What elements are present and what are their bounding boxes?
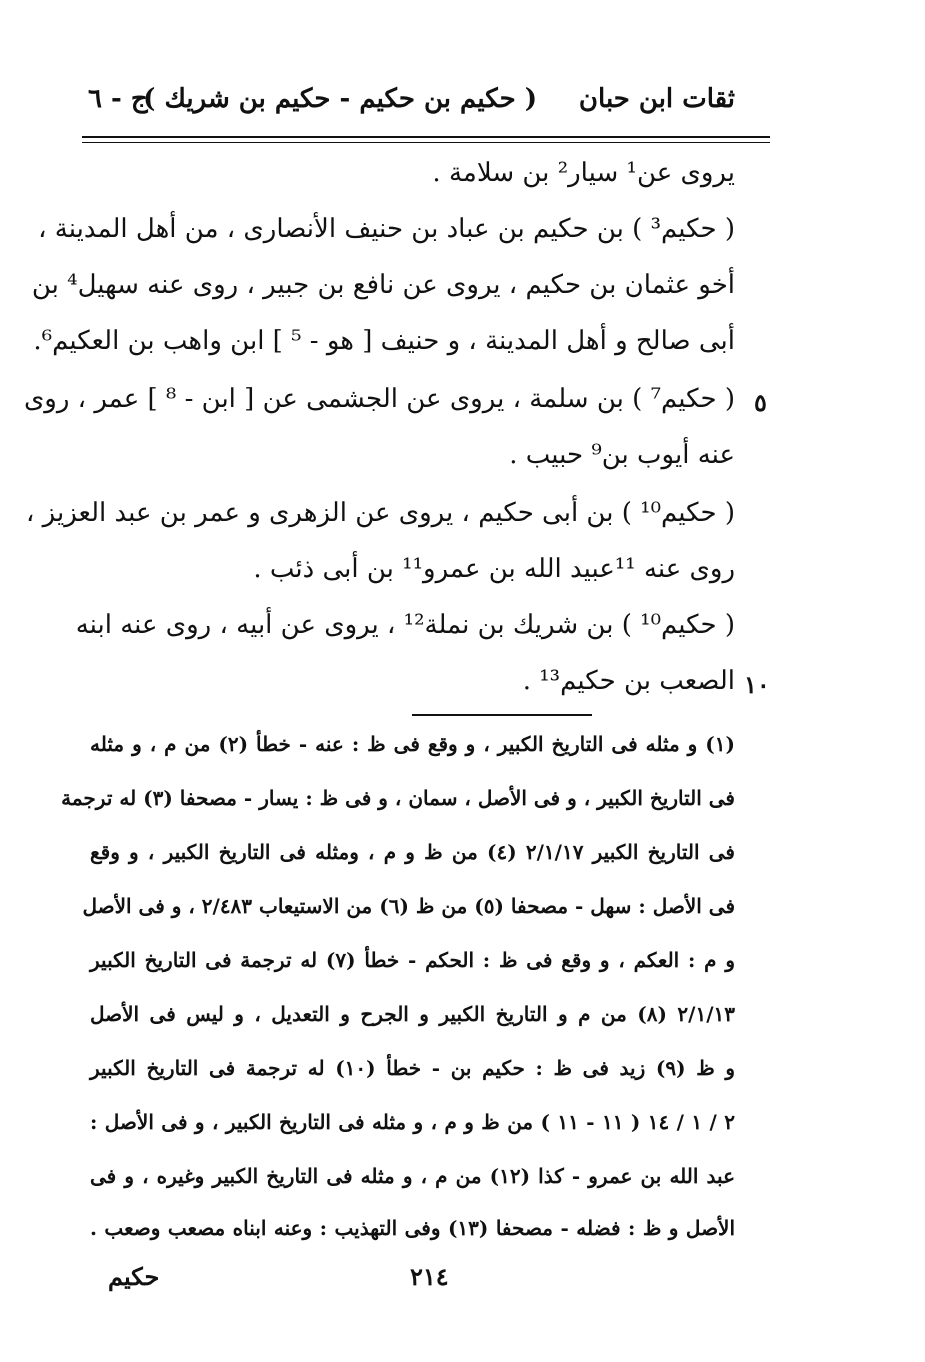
footnote-line-8: ٢ / ١ / ١٤ ( ١١ - ١١ ) من ظ و م ، و مثله فى التاريخ الكبير ، و فى الأصل : — [90, 1110, 736, 1134]
footnote-line-3: فى التاريخ الكبير ٢/١/١٧ (٤) من ظ و م ، ومثله فى التاريخ الكبير ، و وقع — [90, 840, 735, 864]
footnote-line-1: (١) و مثله فى التاريخ الكبير ، و وقع فى ظ : عنه - خطأ (٢) من م ، و مثله — [90, 732, 735, 756]
body-line-6: عنه أيوب بن⁹ حبيب . — [509, 440, 735, 470]
header-volume: ج - ٦ — [88, 84, 148, 114]
footnote-line-2: فى التاريخ الكبير ، و فى الأصل ، سمان ، و فى ظ : يسار - مصحفا (٣) له ترجمة — [61, 786, 735, 810]
page-number: ٢١٤ — [410, 1262, 449, 1291]
body-line-1: يروى عن¹ سيار² بن سلامة . — [432, 158, 735, 188]
footnote-line-9: عبد الله بن عمرو - كذا (١٢) من م ، و مثله فى التاريخ الكبير وغيره ، و فى — [90, 1164, 736, 1188]
body-line-5: ( حكيم⁷ ) بن سلمة ، يروى عن الجشمى عن [ ابن - ⁸ ] عمر ، روى — [23, 384, 735, 414]
body-line-4: أبى صالح و أهل المدينة ، و حنيف [ هو - ⁵ ] ابن واهب بن العكيم⁶. — [33, 326, 735, 356]
header-entries-range: ( حكيم بن حكيم - حكيم بن شريك ) — [143, 84, 537, 114]
line-number-10: ١٠ — [744, 670, 770, 699]
footnote-line-7: و ظ (٩) زيد فى ظ : حكيم بن - خطأ (١٠) له ترجمة فى التاريخ الكبير — [90, 1056, 735, 1080]
body-line-3: أخو عثمان بن حكيم ، يروى عن نافع بن جبير ، روى عنه سهيل⁴ بن — [31, 270, 735, 300]
footnote-separator — [412, 714, 592, 716]
footnote-line-4: فى الأصل : سهل - مصحفا (٥) من ظ (٦) من الاستيعاب ٢/٤٨٣ ، و فى الأصل — [82, 894, 735, 918]
catchword: حكيم — [108, 1262, 160, 1291]
line-number-5: ٥ — [754, 388, 767, 417]
body-line-2: ( حكيم³ ) بن حكيم بن عباد بن حنيف الأنصارى ، من أهل المدينة ، — [38, 214, 735, 244]
footnote-line-5: و م : العكم ، و وقع فى ظ : الحكم - خطأ (٧) له ترجمة فى التاريخ الكبير — [90, 948, 735, 972]
body-line-9: ( حكيم¹⁰ ) بن شريك بن نملة¹² ، يروى عن أبيه ، روى عنه ابنه — [75, 610, 735, 640]
footnote-line-6: ٢/١/١٣ (٨) من م و التاريخ الكبير و الجرح و التعديل ، و ليس فى الأصل — [90, 1002, 735, 1026]
header-rule — [82, 136, 770, 138]
footnote-line-10: الأصل و ظ : فضله - مصحفا (١٣) وفى التهذيب : وعنه ابناه مصعب وصعب . — [90, 1216, 736, 1240]
header-book-title: ثقات ابن حبان — [578, 84, 735, 114]
body-line-8: روى عنه ¹¹عبيد الله بن عمرو¹¹ بن أبى ذئب . — [253, 554, 735, 584]
body-line-10: الصعب بن حكيم¹³ . — [522, 666, 735, 696]
body-line-7: ( حكيم¹⁰ ) بن أبى حكيم ، يروى عن الزهرى و عمر بن عبد العزيز ، — [25, 498, 735, 528]
header-rule-thin — [82, 142, 770, 143]
